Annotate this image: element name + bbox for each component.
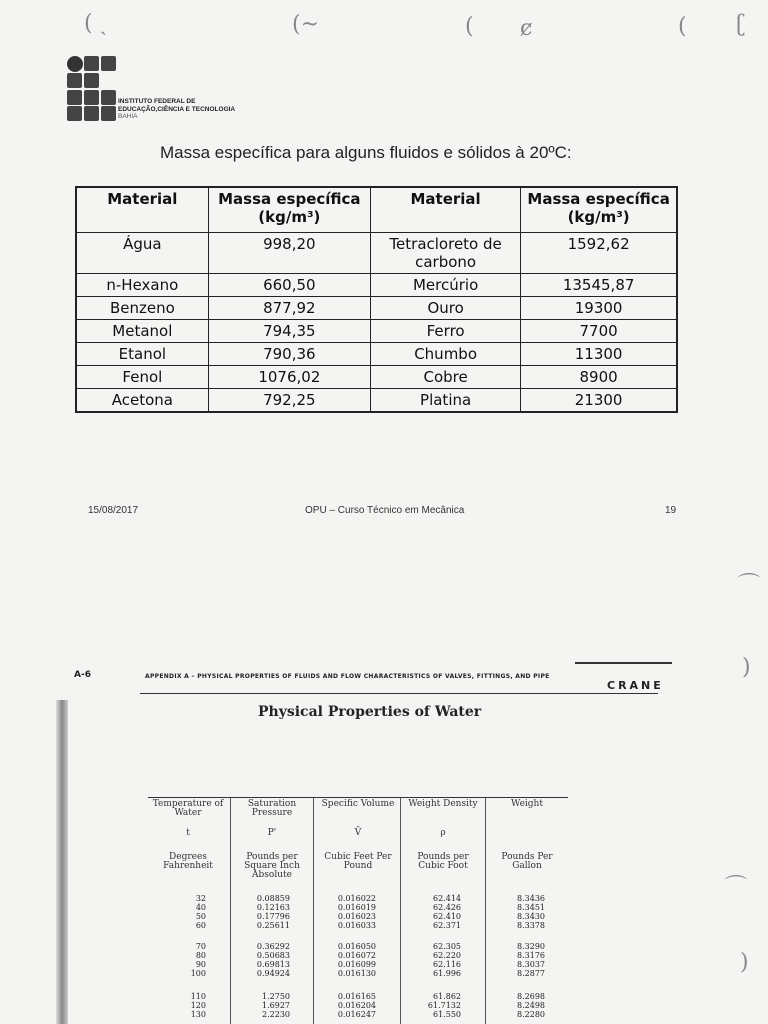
table-cell: 110 bbox=[190, 992, 206, 1001]
column-separator bbox=[230, 798, 231, 1024]
column-unit: Degrees Fahrenheit bbox=[163, 852, 213, 871]
page-binding-shadow bbox=[56, 700, 68, 1024]
column-unit: Cubic Feet Per Pound bbox=[324, 852, 392, 871]
table-cell: Tetracloreto de carbono bbox=[370, 233, 520, 274]
table-cell: 0.016023 bbox=[337, 912, 376, 921]
table-row bbox=[76, 320, 677, 343]
column-unit: Pounds per Cubic Foot bbox=[417, 852, 469, 871]
scan-mark: ( bbox=[678, 14, 687, 39]
column-values bbox=[403, 992, 461, 1019]
table-cell: 61.996 bbox=[433, 969, 461, 978]
table-cell: 61.550 bbox=[433, 1010, 461, 1019]
column-values bbox=[403, 942, 461, 978]
brand-name: CRANE bbox=[607, 679, 664, 692]
table-cell: 8.2280 bbox=[517, 1010, 545, 1019]
table-cell: 0.016204 bbox=[337, 1001, 376, 1010]
table-cell: 21300 bbox=[521, 389, 677, 413]
scan-mark: ⌒ bbox=[725, 875, 748, 900]
table-top-rule bbox=[148, 797, 568, 798]
table-cell: 62.371 bbox=[433, 921, 461, 930]
table-cell: 0.69813 bbox=[256, 960, 290, 969]
table-cell: Platina bbox=[370, 389, 520, 413]
table-cell: 0.016099 bbox=[337, 960, 376, 969]
table-cell: 0.016050 bbox=[337, 942, 376, 951]
table-cell: 100 bbox=[190, 969, 206, 978]
table-cell: 0.016247 bbox=[337, 1010, 376, 1019]
column-separator bbox=[400, 798, 401, 1024]
column-header: Material bbox=[76, 187, 208, 233]
table-cell: 120 bbox=[190, 1001, 206, 1010]
table-cell: 0.50683 bbox=[256, 951, 290, 960]
table-cell: Chumbo bbox=[370, 343, 520, 366]
table-cell: 62.410 bbox=[433, 912, 461, 921]
institute-logo bbox=[66, 55, 118, 121]
table-cell: Acetona bbox=[76, 389, 208, 413]
table-header-row bbox=[76, 187, 677, 233]
table-cell: 0.94924 bbox=[256, 969, 290, 978]
table-cell: Ferro bbox=[370, 320, 520, 343]
table-cell: 60 bbox=[195, 921, 206, 930]
footer-page-number: 19 bbox=[665, 505, 677, 516]
footer-course: OPU – Curso Técnico em Mecânica bbox=[305, 505, 465, 516]
column-separator bbox=[313, 798, 314, 1024]
table-cell: Metanol bbox=[76, 320, 208, 343]
table-cell: 8.3037 bbox=[517, 960, 545, 969]
table-cell: 0.016165 bbox=[337, 992, 376, 1001]
table-cell: 0.17796 bbox=[256, 912, 290, 921]
scan-mark: ) bbox=[740, 950, 749, 975]
table-cell: Etanol bbox=[76, 343, 208, 366]
scan-mark: ʗ bbox=[736, 12, 746, 37]
table-cell: Água bbox=[76, 233, 208, 274]
appendix-header: APPENDIX A – PHYSICAL PROPERTIES OF FLUIDS AND FLOW CHARACTERISTICS OF VALVES, FITTINGS, AND PIPE bbox=[145, 673, 550, 680]
column-values bbox=[232, 942, 290, 978]
column-values bbox=[232, 992, 290, 1019]
column-header: Saturation Pressure bbox=[247, 799, 297, 818]
column-values bbox=[148, 992, 206, 1019]
scan-mark: ) bbox=[742, 655, 751, 680]
table-cell: 62.414 bbox=[433, 894, 461, 903]
table-cell: 0.016019 bbox=[337, 903, 376, 912]
column-values bbox=[318, 894, 376, 930]
table-cell: 80 bbox=[195, 951, 206, 960]
table-cell: 11300 bbox=[521, 343, 677, 366]
table-row bbox=[76, 297, 677, 320]
column-header: Material bbox=[370, 187, 520, 233]
table-cell: 13545,87 bbox=[521, 274, 677, 297]
scan-mark: ȼ bbox=[520, 16, 533, 41]
footer-date: 15/08/2017 bbox=[88, 505, 139, 516]
column-values bbox=[148, 894, 206, 930]
table-cell: 0.08859 bbox=[256, 894, 290, 903]
column-values bbox=[487, 942, 545, 978]
column-values bbox=[487, 992, 545, 1019]
table-cell: 19300 bbox=[521, 297, 677, 320]
table-cell: 794,35 bbox=[208, 320, 370, 343]
column-separator bbox=[485, 798, 486, 1024]
column-header: Weight bbox=[511, 799, 543, 809]
column-symbol: P' bbox=[267, 828, 277, 838]
table-cell: 61.862 bbox=[433, 992, 461, 1001]
table-cell: 62.116 bbox=[433, 960, 461, 969]
book-page-label: A-6 bbox=[74, 670, 91, 680]
column-values bbox=[148, 942, 206, 978]
table-cell: n-Hexano bbox=[76, 274, 208, 297]
table-cell: 0.016022 bbox=[337, 894, 376, 903]
table-cell: 8.3378 bbox=[517, 921, 545, 930]
table-cell: 0.12163 bbox=[256, 903, 290, 912]
table-cell: 1076,02 bbox=[208, 366, 370, 389]
book-table-title: Physical Properties of Water bbox=[258, 704, 482, 720]
table-cell: Cobre bbox=[370, 366, 520, 389]
column-symbol: t bbox=[186, 828, 190, 838]
institute-name: INSTITUTO FEDERAL DE EDUCAÇÃO,CIÊNCIA E TECNOLOGIA BAHIA bbox=[118, 98, 236, 120]
column-header: Massa específica (kg/m³) bbox=[521, 187, 677, 233]
scan-mark: ( ˎ bbox=[84, 11, 107, 36]
table-cell: Mercúrio bbox=[370, 274, 520, 297]
column-values bbox=[318, 992, 376, 1019]
table-cell: 70 bbox=[195, 942, 206, 951]
column-values bbox=[232, 894, 290, 930]
table-cell: 8.3451 bbox=[517, 903, 545, 912]
table-cell: 8.3430 bbox=[517, 912, 545, 921]
table-row bbox=[76, 274, 677, 297]
table-cell: 660,50 bbox=[208, 274, 370, 297]
column-values bbox=[403, 894, 461, 930]
column-header: Massa específica (kg/m³) bbox=[208, 187, 370, 233]
table-cell: 0.25611 bbox=[256, 921, 290, 930]
column-header: Temperature of Water bbox=[152, 799, 224, 818]
divider bbox=[140, 693, 658, 694]
table-row bbox=[76, 233, 677, 274]
table-cell: 7700 bbox=[521, 320, 677, 343]
table-cell: 8.2498 bbox=[517, 1001, 545, 1010]
column-unit: Pounds Per Gallon bbox=[501, 852, 553, 871]
table-cell: 40 bbox=[195, 903, 206, 912]
table-cell: 1.2750 bbox=[262, 992, 290, 1001]
table-cell: 62.305 bbox=[433, 942, 461, 951]
column-header: Specific Volume bbox=[321, 799, 395, 809]
table-cell: 877,92 bbox=[208, 297, 370, 320]
table-cell: 0.016033 bbox=[337, 921, 376, 930]
column-values bbox=[318, 942, 376, 978]
column-symbol: V̄ bbox=[354, 828, 362, 838]
table-cell: 0.016072 bbox=[337, 951, 376, 960]
table-cell: 998,20 bbox=[208, 233, 370, 274]
table-cell: 0.016130 bbox=[337, 969, 376, 978]
table-cell: 8900 bbox=[521, 366, 677, 389]
table-cell: 792,25 bbox=[208, 389, 370, 413]
scan-mark: (~ bbox=[292, 12, 320, 37]
slide-title: Massa específica para alguns fluidos e sólidos à 20ºC: bbox=[160, 143, 572, 162]
column-unit: Pounds per Square Inch Absolute bbox=[244, 852, 300, 880]
table-row bbox=[76, 343, 677, 366]
table-cell: 2.2230 bbox=[262, 1010, 290, 1019]
table-cell: 790,36 bbox=[208, 343, 370, 366]
column-header: Weight Density bbox=[408, 799, 478, 809]
table-cell: 62.220 bbox=[433, 951, 461, 960]
table-cell: 90 bbox=[195, 960, 206, 969]
table-cell: 8.3436 bbox=[517, 894, 545, 903]
table-cell: 50 bbox=[195, 912, 206, 921]
table-cell: 8.2698 bbox=[517, 992, 545, 1001]
table-cell: 62.426 bbox=[433, 903, 461, 912]
table-row bbox=[76, 389, 677, 413]
column-symbol: ρ bbox=[440, 828, 446, 838]
table-cell: 0.36292 bbox=[256, 942, 290, 951]
column-values bbox=[487, 894, 545, 930]
table-row bbox=[76, 366, 677, 389]
table-cell: 130 bbox=[190, 1010, 206, 1019]
table-cell: 1592,62 bbox=[521, 233, 677, 274]
scan-mark: ( bbox=[465, 14, 474, 39]
divider bbox=[575, 662, 672, 664]
table-cell: Fenol bbox=[76, 366, 208, 389]
table-cell: 8.2877 bbox=[517, 969, 545, 978]
table-cell: 8.3176 bbox=[517, 951, 545, 960]
table-cell: 61.7132 bbox=[427, 1001, 461, 1010]
density-table bbox=[75, 186, 678, 413]
table-cell: 32 bbox=[195, 894, 206, 903]
table-cell: 1.6927 bbox=[262, 1001, 290, 1010]
table-cell: Benzeno bbox=[76, 297, 208, 320]
table-cell: 8.3290 bbox=[517, 942, 545, 951]
scan-mark: ⌒ bbox=[738, 573, 761, 598]
table-cell: Ouro bbox=[370, 297, 520, 320]
